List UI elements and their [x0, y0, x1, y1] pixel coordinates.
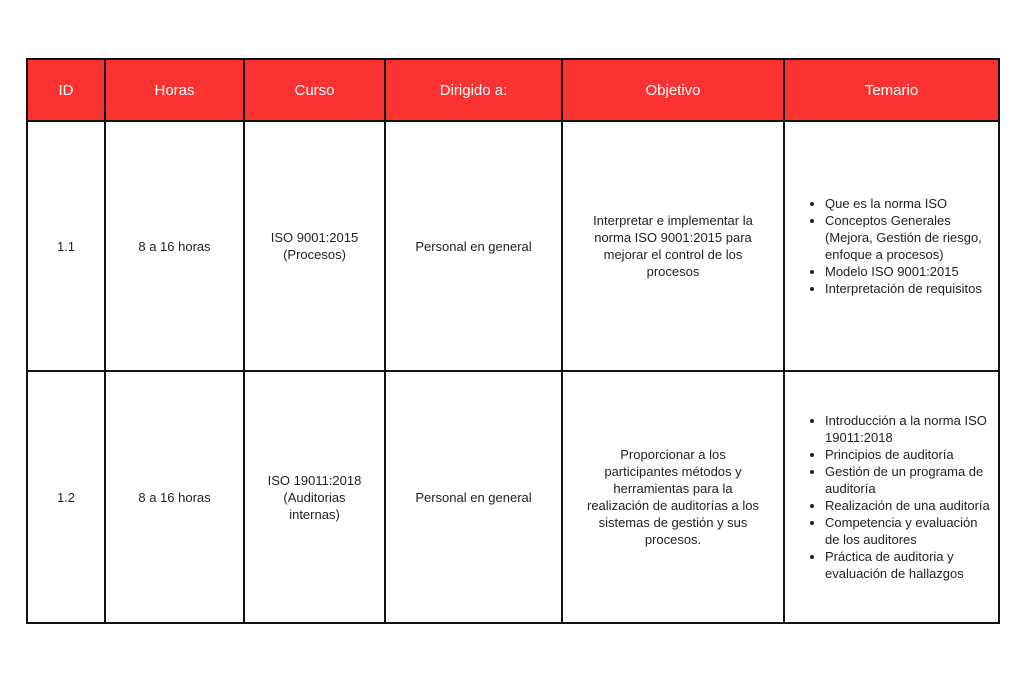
- header-objective: Objetivo: [562, 59, 784, 121]
- topics-list: [807, 412, 990, 582]
- course-table: [26, 58, 1000, 624]
- list-item: • Práctica de auditoria y evaluación de hallazgos: [825, 548, 990, 582]
- table-row: [27, 121, 999, 371]
- course-text: ISO 9001:2015 (Procesos): [270, 230, 359, 262]
- cell-topics: [784, 121, 999, 371]
- header-id: ID: [27, 59, 105, 121]
- objective-text: Interpretar e implementar la norma ISO 9001:2015 para mejorar el control de los procesos: [593, 213, 753, 279]
- header-audience: Dirigido a:: [385, 59, 562, 121]
- header-row: [27, 59, 999, 121]
- list-item: • Conceptos Generales (Mejora, Gestión de riesgo, enfoque a procesos): [825, 212, 990, 263]
- list-item: • Interpretación de requisitos: [825, 280, 990, 297]
- cell-hours: 8 a 16 horas: [105, 121, 244, 371]
- cell-audience: Personal en general: [385, 121, 562, 371]
- list-item: • Realización de una auditoría: [825, 497, 990, 514]
- list-item: • Gestión de un programa de auditoría: [825, 463, 990, 497]
- list-item: • Principios de auditoría: [825, 446, 990, 463]
- list-item: • Introducción a la norma ISO 19011:2018: [825, 412, 990, 446]
- cell-course: [244, 371, 385, 623]
- cell-id: 1.2: [27, 371, 105, 623]
- list-item: • Modelo ISO 9001:2015: [825, 263, 990, 280]
- cell-objective: [562, 371, 784, 623]
- header-hours: Horas: [105, 59, 244, 121]
- topics-list: [807, 195, 990, 297]
- list-item: • Competencia y evaluación de los auditores: [825, 514, 990, 548]
- cell-audience: Personal en general: [385, 371, 562, 623]
- cell-course: [244, 121, 385, 371]
- cell-objective: [562, 121, 784, 371]
- list-item: • Que es la norma ISO: [825, 195, 990, 212]
- course-text: ISO 19011:2018 (Auditorias internas): [267, 472, 362, 522]
- cell-topics: [784, 371, 999, 623]
- header-course: Curso: [244, 59, 385, 121]
- cell-hours: 8 a 16 horas: [105, 371, 244, 623]
- table-row: [27, 371, 999, 623]
- header-topics: Temario: [784, 59, 999, 121]
- objective-text: Proporcionar a los participantes métodos y herramientas para la realización de auditorías a los sistemas de gestión y sus procesos.: [587, 447, 759, 547]
- cell-id: 1.1: [27, 121, 105, 371]
